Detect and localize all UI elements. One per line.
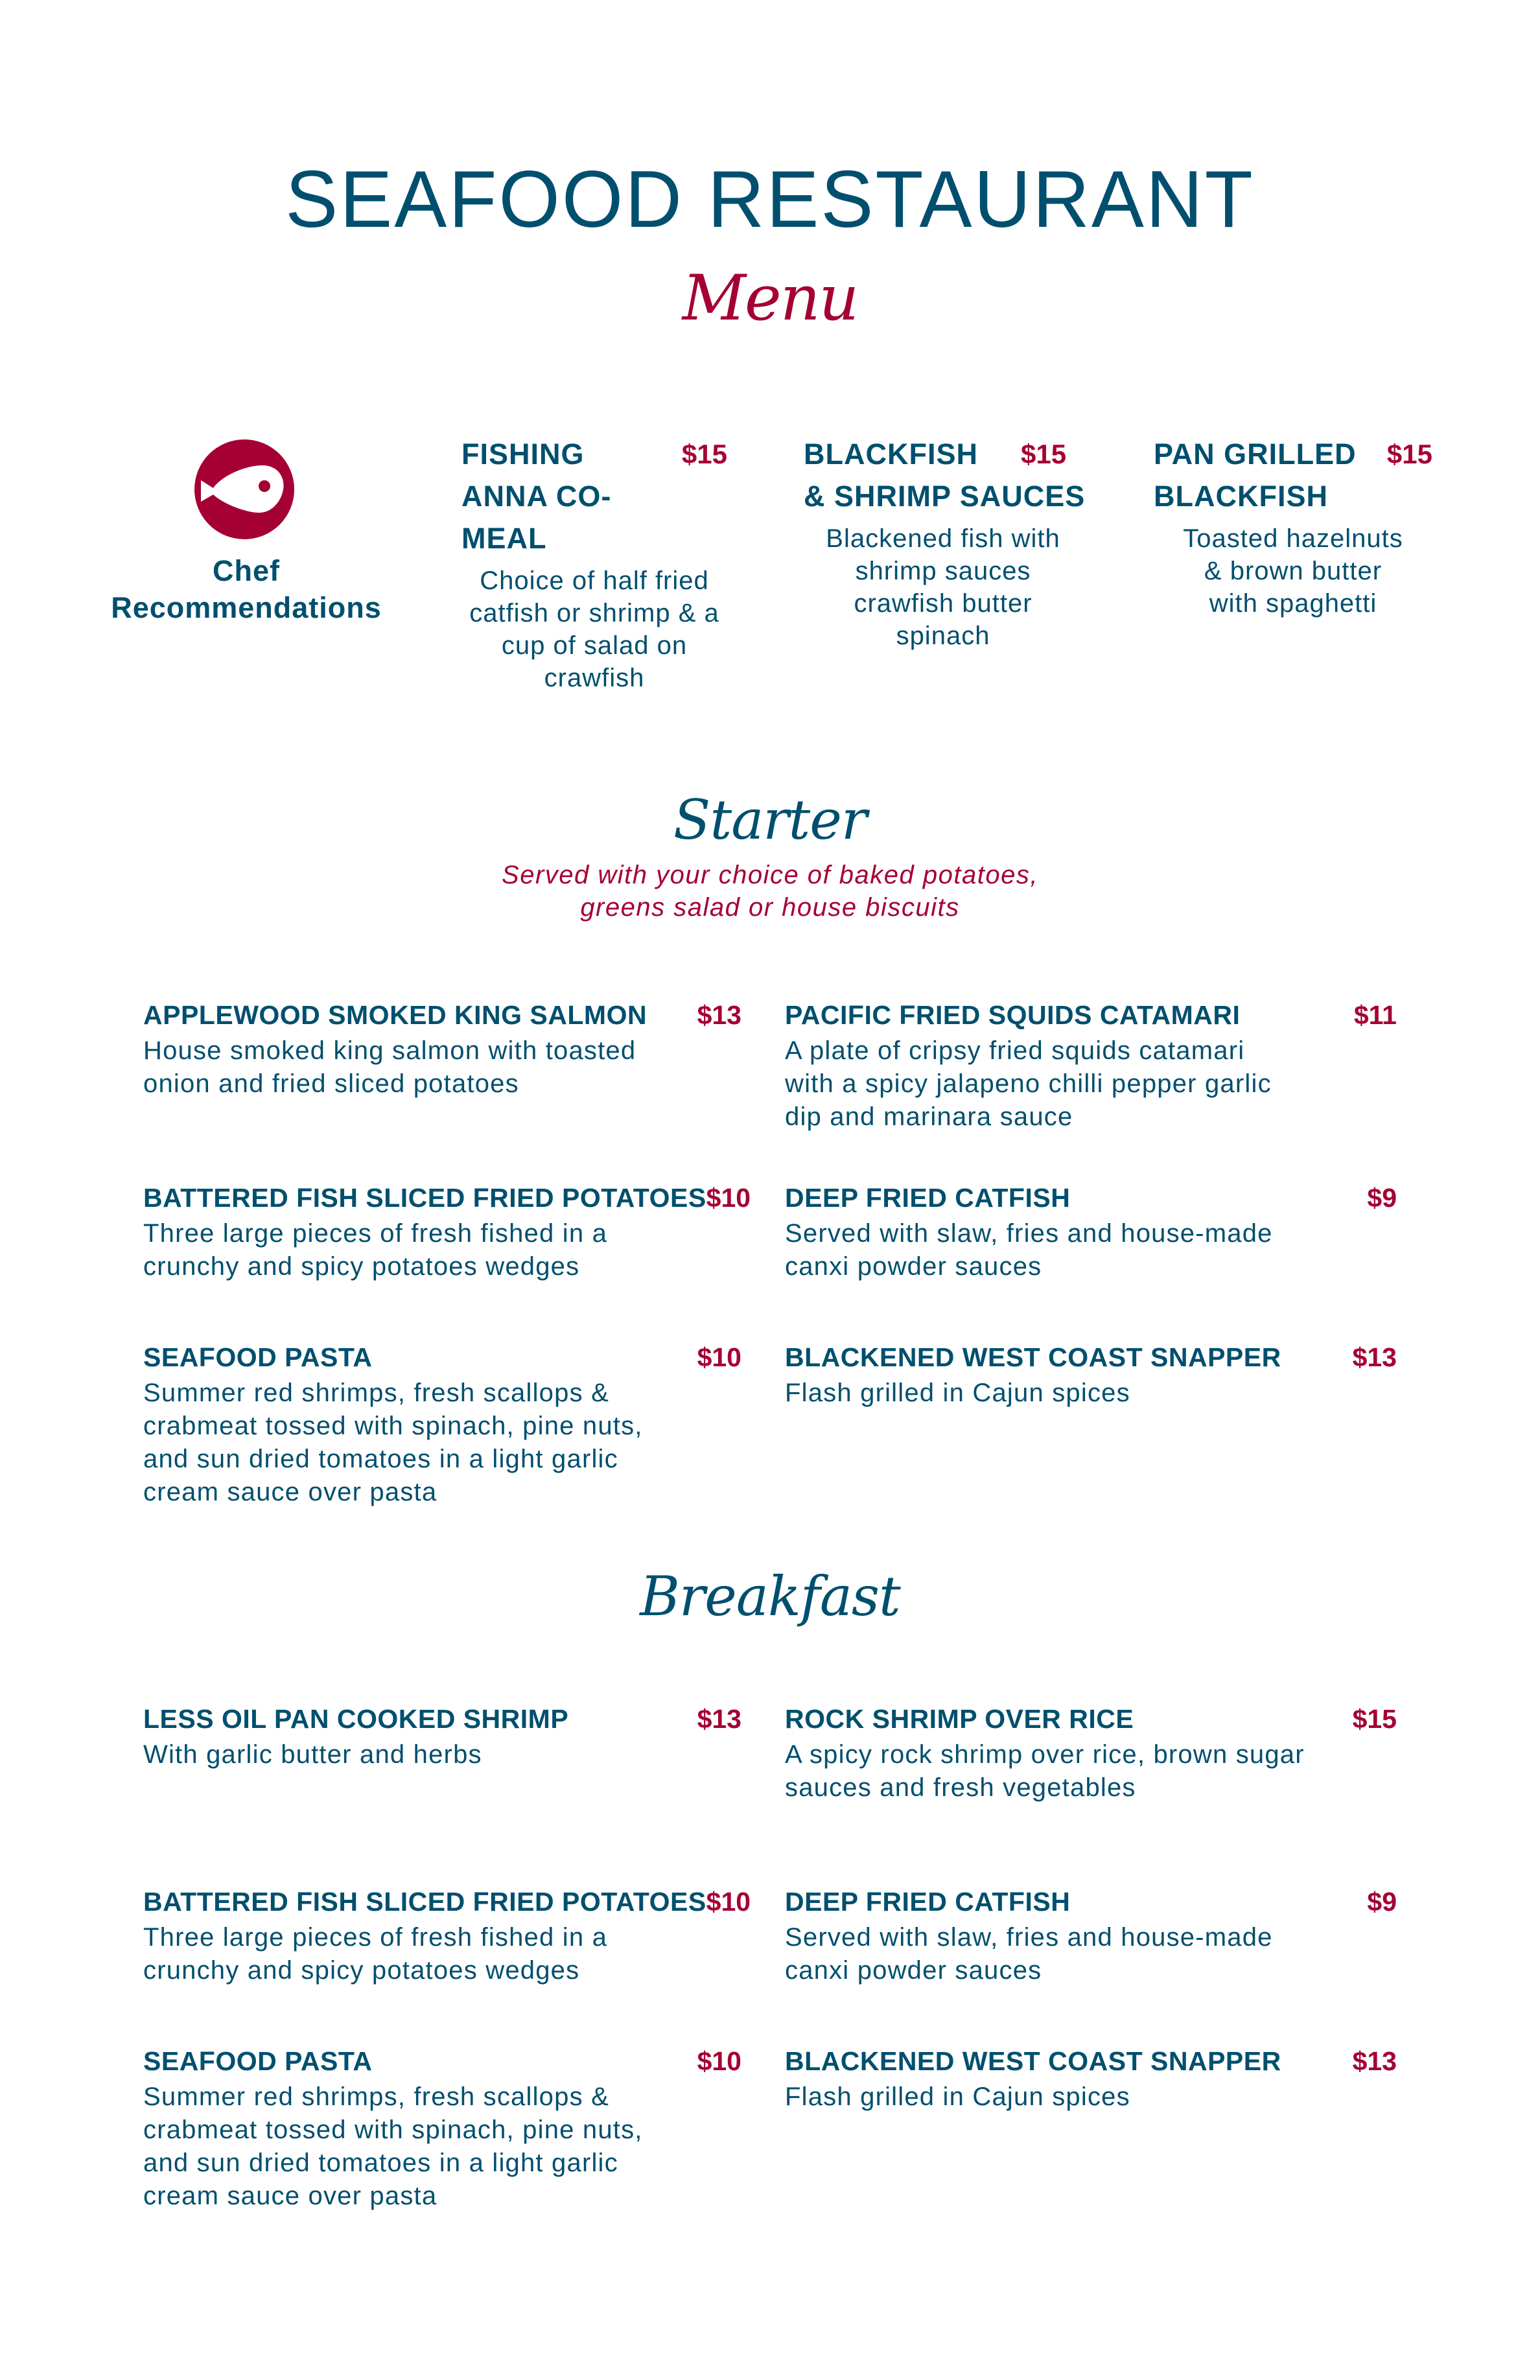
breakfast-item <box>143 1884 751 1987</box>
starter-note: Served with your choice of baked potatoes, greens salad or house biscuits <box>502 861 1038 922</box>
item-name: SEAFOOD PASTA <box>143 2046 373 2076</box>
item-price: $11 <box>1353 1000 1397 1030</box>
item-desc: Summer red shrimps, fresh scallops & crabmeat tossed with spinach, pine nuts, and sun dried tomatoes in a light garlic cream sauce over pasta <box>143 2082 643 2210</box>
item-name: BLACKENED WEST COAST SNAPPER <box>785 2046 1281 2076</box>
breakfast-item <box>785 2043 1397 2114</box>
item-desc: Flash grilled in Cajun spices <box>785 2082 1130 2111</box>
starter-item <box>785 1339 1397 1410</box>
chef-item-desc: Choice of half fried catfish or shrimp & a cup of salad on crawfish <box>469 566 719 692</box>
item-name: SEAFOOD PASTA <box>143 1342 373 1372</box>
chef-item-pan-grilled-blackfish <box>1154 433 1432 620</box>
breakfast-item <box>785 1701 1397 1804</box>
starter-heading: Starter <box>673 788 867 852</box>
item-price: $13 <box>1352 2046 1397 2076</box>
item-desc: Three large pieces of fresh fished in a crunchy and spicy potatoes wedges <box>143 1219 608 1281</box>
item-name: BLACKENED WEST COAST SNAPPER <box>785 1342 1281 1372</box>
item-desc: Summer red shrimps, fresh scallops & crabmeat tossed with spinach, pine nuts, and sun dried tomatoes in a light garlic cream sauce over pasta <box>143 1379 643 1506</box>
starter-item <box>785 1180 1397 1283</box>
breakfast-heading: Breakfast <box>640 1565 900 1628</box>
item-price: $10 <box>706 1887 751 1917</box>
item-price: $9 <box>1367 1887 1397 1917</box>
item-price: $10 <box>706 1183 751 1213</box>
starter-item <box>143 1339 741 1509</box>
starter-item <box>143 997 741 1101</box>
chef-item-blackfish-shrimp <box>804 433 1086 652</box>
chef-item-name: BLACKFISH & SHRIMP SAUCES <box>804 438 1086 513</box>
menu-script-heading: Menu <box>682 262 858 334</box>
chef-item-price: $15 <box>1021 439 1067 469</box>
item-name: PACIFIC FRIED SQUIDS CATAMARI <box>785 1000 1241 1030</box>
item-desc: House smoked king salmon with toasted onion and fried sliced potatoes <box>143 1036 636 1098</box>
item-name: DEEP FRIED CATFISH <box>785 1183 1071 1213</box>
chef-recommendations-label <box>91 552 402 626</box>
item-desc: A spicy rock shrimp over rice, brown sugar sauces and fresh vegetables <box>785 1740 1305 1802</box>
item-price: $13 <box>697 1704 741 1734</box>
restaurant-title: SEAFOOD RESTAURANT <box>285 155 1255 244</box>
item-name: BATTERED FISH SLICED FRIED POTATOES <box>143 1887 706 1917</box>
item-name: LESS OIL PAN COOKED SHRIMP <box>143 1704 569 1734</box>
breakfast-item <box>143 2043 741 2213</box>
item-desc: With garlic butter and herbs <box>143 1740 482 1769</box>
starter-item <box>785 997 1397 1134</box>
fish-icon-svg <box>194 439 294 539</box>
breakfast-item <box>143 1701 741 1771</box>
item-name: DEEP FRIED CATFISH <box>785 1887 1071 1917</box>
item-price: $9 <box>1367 1183 1397 1213</box>
chef-item-fishing-anna <box>461 433 727 694</box>
item-price: $15 <box>1352 1704 1397 1734</box>
item-desc: Served with slaw, fries and house-made canxi powder sauces <box>785 1219 1273 1281</box>
item-price: $13 <box>697 1000 741 1030</box>
item-name: ROCK SHRIMP OVER RICE <box>785 1704 1134 1734</box>
item-desc: A plate of cripsy fried squids catamari with a spicy jalapeno chilli pepper garlic dip and marinara sauce <box>785 1036 1272 1131</box>
item-desc: Flash grilled in Cajun spices <box>785 1379 1130 1407</box>
item-desc: Three large pieces of fresh fished in a crunchy and spicy potatoes wedges <box>143 1923 608 1985</box>
item-name: APPLEWOOD SMOKED KING SALMON <box>143 1000 648 1030</box>
breakfast-item <box>785 1884 1397 1987</box>
chef-item-price: $15 <box>1386 439 1432 469</box>
chef-item-desc: Blackened fish with shrimp sauces crawfish butter spinach <box>826 524 1060 650</box>
chef-item-price: $15 <box>681 439 727 469</box>
starter-item <box>143 1180 751 1283</box>
fish-icon <box>194 439 294 539</box>
chef-item-name: FISHING ANNA CO-MEAL <box>461 438 612 555</box>
item-price: $10 <box>697 2046 741 2076</box>
item-price: $10 <box>697 1342 741 1372</box>
chef-label-line1: Chef <box>213 554 280 587</box>
item-price: $13 <box>1352 1342 1397 1372</box>
chef-item-name: PAN GRILLED BLACKFISH <box>1154 438 1357 513</box>
chef-item-desc: Toasted hazelnuts & brown butter with spaghetti <box>1183 524 1403 618</box>
item-name: BATTERED FISH SLICED FRIED POTATOES <box>143 1183 706 1213</box>
chef-label-line2: Recommendations <box>111 591 382 624</box>
item-desc: Served with slaw, fries and house-made canxi powder sauces <box>785 1923 1273 1985</box>
